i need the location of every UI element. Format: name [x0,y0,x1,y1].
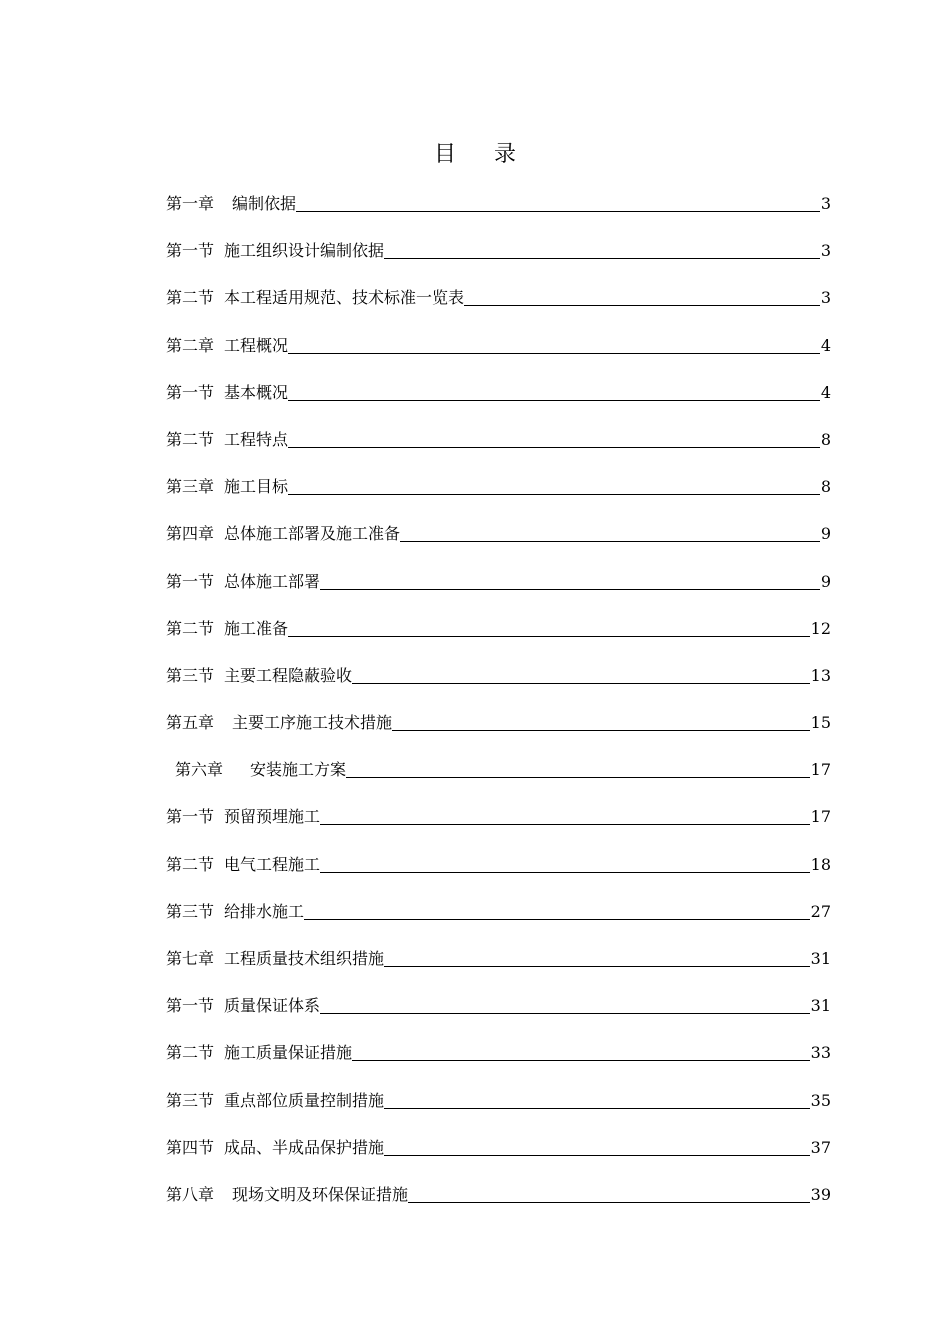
toc-entry-title: 预留预埋施工 [224,807,321,827]
toc-leader-line [392,711,810,731]
toc-leader-line [288,475,820,495]
toc-entry-page: 9 [820,524,831,544]
toc-leader-line [320,994,810,1014]
toc-entry-page: 27 [810,901,831,921]
toc-entry-title: 工程质量技术组织措施 [224,949,385,968]
toc-leader-line [304,900,810,920]
toc-entry-number: 第五章 [166,713,215,733]
toc-title-left: 目 [433,142,456,167]
toc-entry-number: 第三章 [166,477,215,497]
toc-entry-number: 第七章 [166,949,215,968]
toc-entry-title: 基本概况 [224,382,289,402]
toc-entry-page: 31 [810,949,831,968]
toc-entry-title: 现场文明及环保保证措施 [232,1184,409,1204]
toc-entry-title: 电气工程施工 [224,854,321,874]
toc-entry-title: 安装施工方案 [250,760,347,780]
toc-entry-page: 37 [810,1137,831,1157]
toc-entry[interactable] [166,853,831,900]
toc-entry[interactable] [166,900,831,947]
toc-entry[interactable] [166,805,831,852]
toc-list [166,192,831,1230]
toc-entry-title: 质量保证体系 [224,996,321,1016]
toc-entry-number: 第四章 [166,524,215,544]
toc-entry-page: 3 [820,194,831,213]
toc-entry-title: 编制依据 [232,194,297,213]
toc-title [0,137,950,168]
toc-entry-number: 第一节 [166,571,215,591]
toc-entry[interactable] [166,239,831,286]
toc-entry-page: 9 [820,571,831,591]
toc-entry-title: 工程特点 [224,429,289,449]
toc-entry[interactable] [166,1041,831,1088]
toc-leader-line [320,570,820,590]
toc-entry-number: 第一节 [166,382,215,402]
toc-leader-line [384,947,810,967]
toc-leader-line [384,1136,810,1156]
toc-leader-line [346,758,810,778]
toc-entry[interactable] [166,947,831,994]
toc-entry-title: 施工组织设计编制依据 [224,241,385,261]
toc-entry-page: 17 [810,807,831,827]
toc-entry-page: 18 [810,854,831,874]
toc-entry-number: 第二节 [166,854,215,874]
toc-entry[interactable] [166,334,831,381]
toc-leader-line [320,853,810,873]
toc-entry-number: 第二节 [166,1043,215,1063]
toc-entry-page: 12 [810,618,831,638]
toc-entry-title: 重点部位质量控制措施 [224,1090,385,1110]
toc-leader-line [288,428,820,448]
toc-entry[interactable] [166,1183,831,1230]
toc-entry-title: 总体施工部署及施工准备 [224,524,401,544]
toc-entry-number: 第一章 [166,194,215,213]
toc-entry-number: 第一节 [166,807,215,827]
toc-entry-number: 第一节 [166,996,215,1016]
toc-leader-line [384,1089,810,1109]
toc-leader-line [288,617,810,637]
toc-entry[interactable] [166,192,831,239]
toc-entry-page: 39 [810,1184,831,1204]
toc-leader-line [384,239,820,259]
toc-entry-number: 第三节 [166,901,215,921]
toc-entry-page: 17 [810,760,831,780]
toc-entry-page: 35 [810,1090,831,1110]
toc-entry-number: 第四节 [166,1137,215,1157]
toc-entry-title: 成品、半成品保护措施 [224,1137,385,1157]
toc-leader-line [464,286,820,306]
toc-entry-title: 主要工程隐蔽验收 [224,665,353,685]
toc-entry[interactable] [166,1136,831,1183]
toc-entry-title: 施工准备 [224,618,289,638]
toc-entry-page: 8 [820,477,831,497]
toc-leader-line [296,192,820,212]
toc-leader-line [352,1041,810,1061]
toc-entry-number: 第二节 [166,288,215,308]
toc-entry-title: 给排水施工 [224,901,305,921]
toc-entry-number: 第六章 [175,760,224,780]
toc-entry-page: 33 [810,1043,831,1063]
toc-entry[interactable] [166,522,831,569]
toc-entry[interactable] [166,711,831,758]
toc-entry[interactable] [166,994,831,1041]
toc-entry-page: 13 [810,665,831,685]
toc-entry-number: 第二章 [166,335,215,355]
toc-entry-number: 第一节 [166,241,215,261]
toc-leader-line [408,1183,810,1203]
toc-entry-title: 工程概况 [224,335,289,355]
toc-title-right: 录 [494,142,517,167]
toc-entry-title: 总体施工部署 [224,571,321,591]
toc-entry[interactable] [166,381,831,428]
toc-entry-number: 第二节 [166,618,215,638]
toc-entry-number: 第八章 [166,1184,215,1204]
toc-entry-page: 3 [820,241,831,261]
toc-leader-line [400,522,820,542]
toc-leader-line [352,664,810,684]
toc-entry[interactable] [166,758,831,805]
toc-entry[interactable] [166,617,831,664]
toc-entry-page: 4 [820,335,831,355]
toc-entry-page: 4 [820,382,831,402]
toc-entry-page: 15 [810,713,831,733]
toc-entry[interactable] [166,1089,831,1136]
toc-entry[interactable] [166,664,831,711]
toc-entry-page: 31 [810,996,831,1016]
toc-leader-line [288,381,820,401]
toc-entry[interactable] [166,286,831,333]
toc-entry-page: 3 [820,288,831,308]
toc-entry-title: 施工质量保证措施 [224,1043,353,1063]
toc-leader-line [320,805,810,825]
toc-entry-number: 第二节 [166,429,215,449]
toc-entry-number: 第三节 [166,1090,215,1110]
toc-entry-page: 8 [820,429,831,449]
toc-entry-title: 本工程适用规范、技术标准一览表 [224,288,465,308]
toc-entry-title: 主要工序施工技术措施 [232,713,393,733]
toc-entry-title: 施工目标 [224,477,289,497]
toc-entry[interactable] [166,475,831,522]
toc-entry[interactable] [166,570,831,617]
toc-entry[interactable] [166,428,831,475]
toc-entry-number: 第三节 [166,665,215,685]
toc-leader-line [288,334,820,354]
